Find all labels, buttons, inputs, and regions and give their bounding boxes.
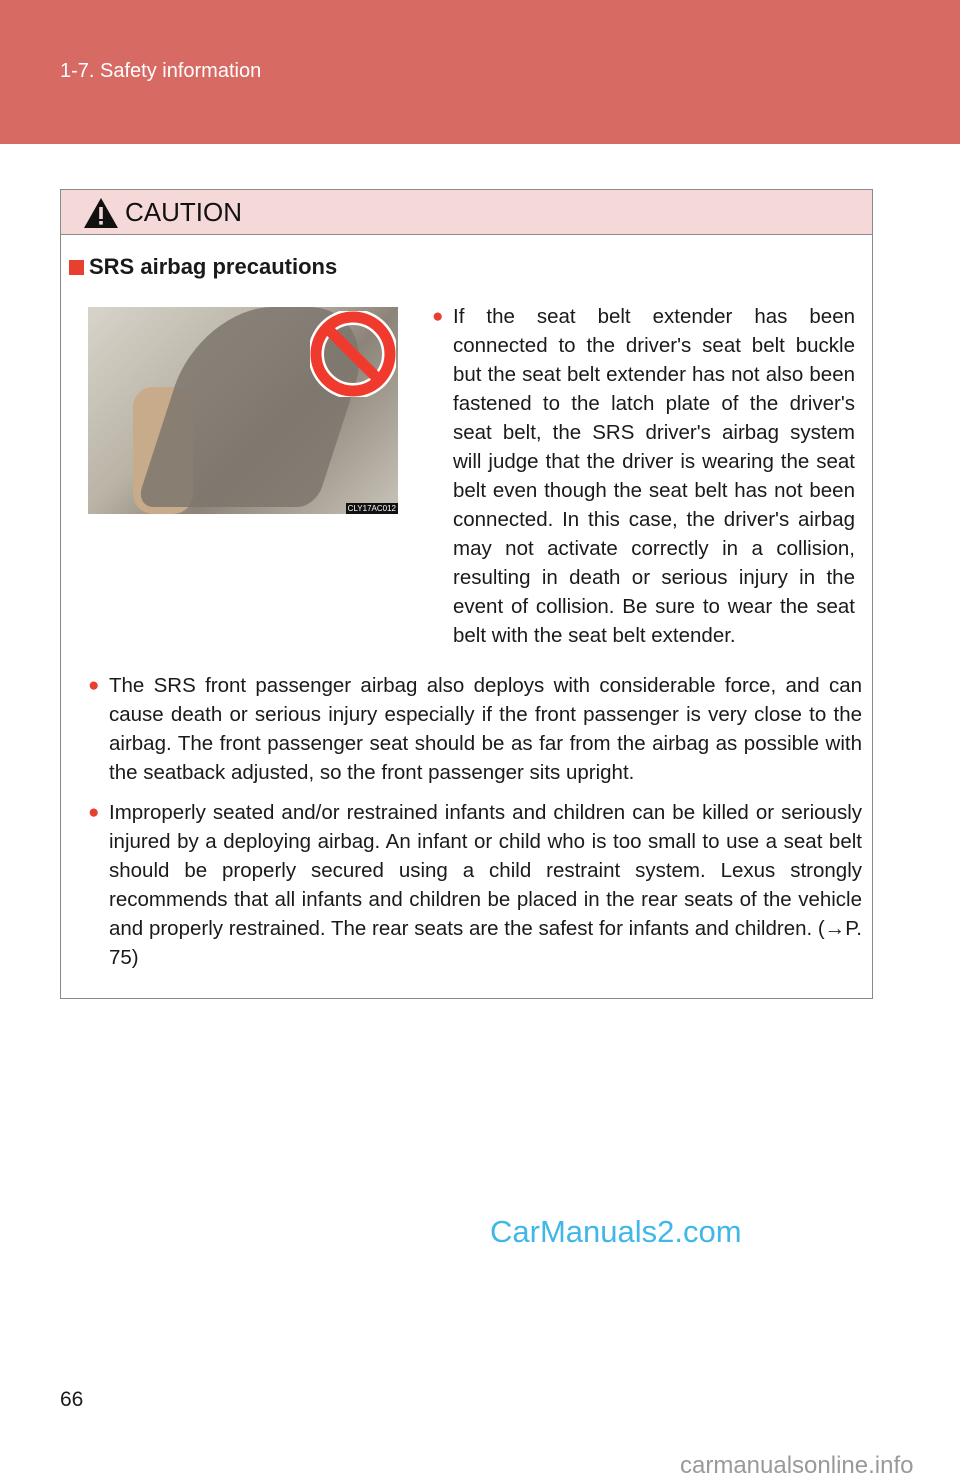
watermark-carmanualsonline: carmanualsonline.info (680, 1452, 914, 1479)
caution-header (61, 190, 872, 235)
bullet-text: The SRS front passenger airbag also deploys with considerable force, and can cause death or serious injury especially if the front passenger is very close to the airbag. The front passenger seat should be as far from the airbag as possible with the seatback adjusted, so the front passenger sits upright. (109, 674, 862, 784)
prohibition-icon (310, 311, 396, 397)
section-title: SRS airbag precautions (89, 254, 338, 279)
bullet-dot-icon: ● (88, 675, 100, 696)
image-code: CLY17AC012 (347, 504, 396, 513)
square-bullet-icon (69, 260, 84, 275)
illustration-seat-belt-extender (88, 307, 398, 514)
caution-box (60, 189, 873, 999)
caution-title: CAUTION (125, 197, 242, 227)
bullet-dot-icon: ● (88, 802, 100, 823)
bullet-item (88, 671, 862, 787)
page-number: 66 (60, 1388, 84, 1411)
section-heading (69, 254, 337, 280)
bullet-text: If the seat belt extender has been connected to the driver's seat belt buckle but the seat belt extender has not also been fastened to the latch plate of the driver's seat belt, the SRS driver's airbag system will judge that the driver is wearing the seat belt even though the seat belt has not been connected. In this case, the driver's airbag may not activate correctly in a collision, resulting in death or serious injury in the event of collision. Be sure to wear the seat belt with the seat belt extender. (453, 305, 855, 647)
bullet-item (432, 302, 855, 650)
warning-triangle-icon (83, 197, 119, 229)
bullet-dot-icon: ● (432, 306, 444, 327)
bullet-text: Improperly seated and/or restrained infants and children can be killed or seriously injured by a deploying airbag. An infant or child who is too small to use a seat belt should be properly secured using a child restraint system. Lexus strongly recommends that all infants and children be placed in the rear seats of the vehicle and properly restrained. The rear seats are the safest for infants and children. (→P. 75) (109, 801, 862, 969)
bullet-item (88, 798, 862, 972)
page-header (0, 0, 960, 144)
watermark-carmanuals2: CarManuals2.com (490, 1214, 742, 1249)
section-label: 1-7. Safety information (60, 60, 262, 82)
